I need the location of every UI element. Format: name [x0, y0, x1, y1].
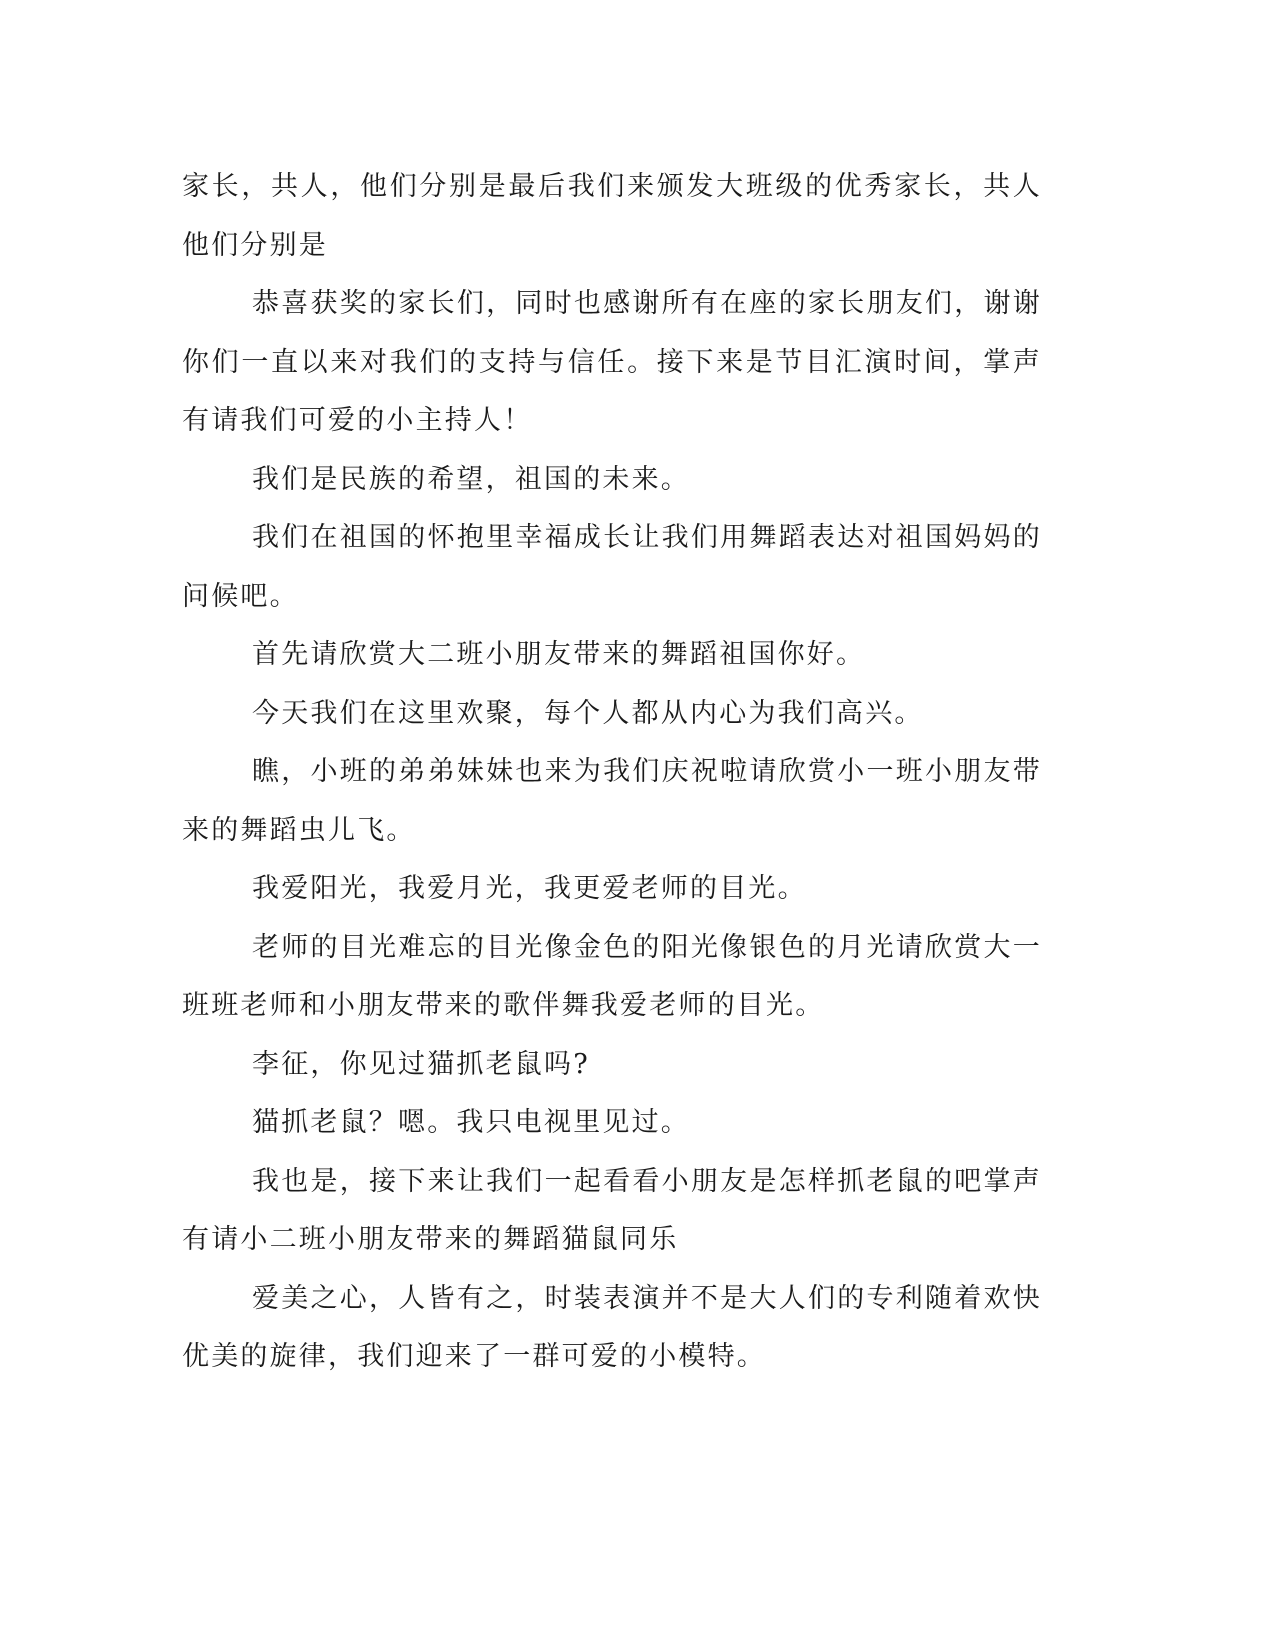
paragraph: 我们是民族的希望，祖国的未来。 [252, 463, 690, 495]
document-body [182, 158, 1042, 1387]
paragraph: 瞧，小班的弟弟妹妹也来为我们庆祝啦请欣赏小一班小朋友带来的舞蹈虫儿飞。 [182, 756, 1042, 846]
paragraph: 我们在祖国的怀抱里幸福成长让我们用舞蹈表达对祖国妈妈的问候吧。 [182, 522, 1042, 612]
paragraph: 猫抓老鼠？嗯。我只电视里见过。 [252, 1107, 690, 1138]
paragraph: 首先请欣赏大二班小朋友带来的舞蹈祖国你好。 [252, 639, 866, 670]
paragraph: 老师的目光难忘的目光像金色的阳光像银色的月光请欣赏大一班班老师和小朋友带来的歌伴舞我爱老师的目光。 [182, 931, 1042, 1021]
paragraph: 恭喜获奖的家长们，同时也感谢所有在座的家长朋友们，谢谢你们一直以来对我们的支持与信任。接下来是节目汇演时间，掌声有请我们可爱的小主持人！ [182, 288, 1042, 436]
paragraph: 今天我们在这里欢聚，每个人都从内心为我们高兴。 [252, 697, 924, 729]
paragraph: 爱美之心，人皆有之，时装表演并不是大人们的专利随着欢快优美的旋律，我们迎来了一群可爱的小模特。 [182, 1282, 1042, 1372]
paragraph: 李征，你见过猫抓老鼠吗? [252, 1048, 590, 1080]
paragraph: 家长，共人，他们分别是最后我们来颁发大班级的优秀家长，共人他们分别是 [182, 171, 1042, 261]
paragraph: 我也是，接下来让我们一起看看小朋友是怎样抓老鼠的吧掌声有请小二班小朋友带来的舞蹈猫鼠同乐 [182, 1165, 1042, 1255]
paragraph: 我爱阳光，我爱月光，我更爱老师的目光。 [252, 873, 807, 904]
